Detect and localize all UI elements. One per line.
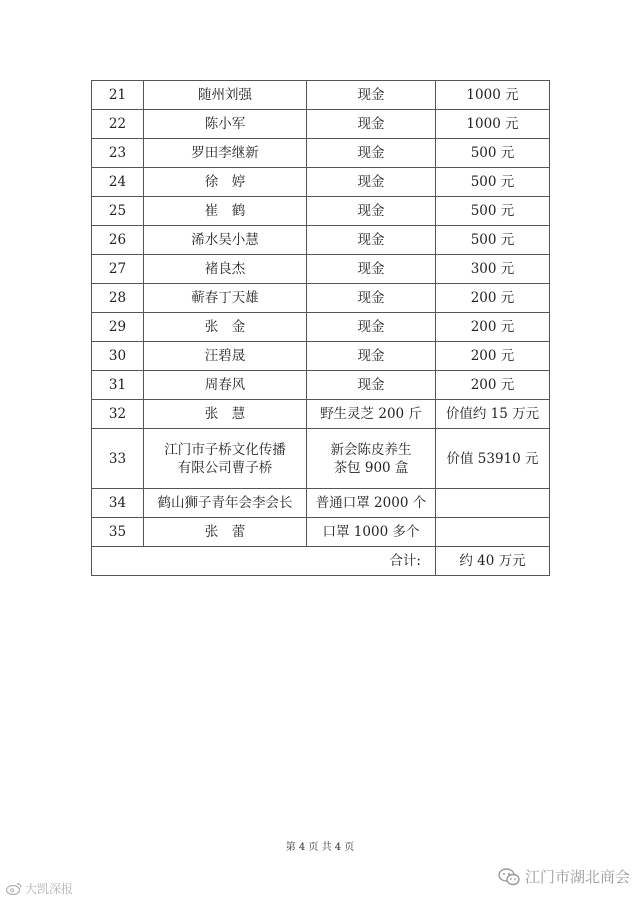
donation-amount — [436, 489, 550, 518]
total-value: 约 40 万元 — [436, 547, 550, 576]
donation-type — [307, 429, 436, 489]
row-number: 29 — [92, 313, 144, 342]
donation-type: 现金 — [307, 81, 436, 110]
table-row — [92, 313, 550, 342]
row-number: 28 — [92, 284, 144, 313]
table-row — [92, 489, 550, 518]
donation-amount: 500 元 — [436, 197, 550, 226]
row-number: 25 — [92, 197, 144, 226]
donation-table — [91, 80, 550, 576]
donation-amount — [436, 518, 550, 547]
donation-type: 现金 — [307, 255, 436, 284]
table-row — [92, 168, 550, 197]
donation-amount: 500 元 — [436, 139, 550, 168]
row-number: 31 — [92, 371, 144, 400]
donor-name: 张 蕾 — [144, 518, 307, 547]
donation-type-line: 新会陈皮养生 — [330, 441, 412, 458]
donation-type: 现金 — [307, 110, 436, 139]
donor-name: 陈小军 — [144, 110, 307, 139]
table-row — [92, 197, 550, 226]
donor-name-line: 江门市子桥文化传播 — [164, 441, 286, 458]
donor-name: 张 金 — [144, 313, 307, 342]
table-row — [92, 371, 550, 400]
table-row — [92, 342, 550, 371]
donation-amount: 500 元 — [436, 226, 550, 255]
donor-name: 浠水吴小慧 — [144, 226, 307, 255]
donor-name: 汪碧晟 — [144, 342, 307, 371]
weibo-icon — [6, 882, 22, 895]
total-label: 合计: — [92, 547, 436, 576]
donor-name-line: 有限公司曹子桥 — [177, 459, 273, 476]
donation-type: 现金 — [307, 197, 436, 226]
donor-name: 随州刘强 — [144, 81, 307, 110]
row-number: 30 — [92, 342, 144, 371]
table-row — [92, 139, 550, 168]
donation-type: 野生灵芝 200 斤 — [307, 400, 436, 429]
donation-amount: 200 元 — [436, 313, 550, 342]
page-footer — [0, 838, 640, 853]
donation-amount: 200 元 — [436, 371, 550, 400]
total-row — [92, 547, 550, 576]
donor-name: 罗田李继新 — [144, 139, 307, 168]
donation-type: 普通口罩 2000 个 — [307, 489, 436, 518]
donation-amount: 500 元 — [436, 168, 550, 197]
table-row — [92, 81, 550, 110]
table-row — [92, 110, 550, 139]
donor-name: 徐 婷 — [144, 168, 307, 197]
donation-type: 现金 — [307, 226, 436, 255]
table-row — [92, 429, 550, 489]
table-row — [92, 400, 550, 429]
watermark-right — [498, 866, 630, 887]
table-row — [92, 518, 550, 547]
donation-type: 现金 — [307, 313, 436, 342]
page-number: 第 4 页 共 4 页 — [285, 842, 355, 853]
wechat-icon — [498, 868, 520, 886]
table-row — [92, 226, 550, 255]
donation-amount: 1000 元 — [436, 110, 550, 139]
donation-type-line: 茶包 900 盒 — [333, 459, 409, 476]
watermark-left — [6, 880, 73, 897]
donation-amount: 200 元 — [436, 284, 550, 313]
donation-type: 现金 — [307, 139, 436, 168]
row-number: 21 — [92, 81, 144, 110]
donor-name: 鹤山狮子青年会李会长 — [144, 489, 307, 518]
donor-name: 褚良杰 — [144, 255, 307, 284]
donation-amount: 价值 53910 元 — [436, 429, 550, 489]
row-number: 24 — [92, 168, 144, 197]
donor-name: 周春风 — [144, 371, 307, 400]
row-number: 23 — [92, 139, 144, 168]
row-number: 22 — [92, 110, 144, 139]
watermark-left-text: 大凯深报 — [25, 882, 74, 896]
donor-name — [144, 429, 307, 489]
donation-type: 现金 — [307, 342, 436, 371]
table-row — [92, 284, 550, 313]
donation-type: 现金 — [307, 168, 436, 197]
donation-amount: 200 元 — [436, 342, 550, 371]
donor-name: 张 慧 — [144, 400, 307, 429]
donation-amount: 1000 元 — [436, 81, 550, 110]
row-number: 35 — [92, 518, 144, 547]
donation-type: 现金 — [307, 371, 436, 400]
donation-type: 现金 — [307, 284, 436, 313]
donation-amount: 300 元 — [436, 255, 550, 284]
donor-name: 蕲春丁天雄 — [144, 284, 307, 313]
donation-amount: 价值约 15 万元 — [436, 400, 550, 429]
row-number: 32 — [92, 400, 144, 429]
row-number: 34 — [92, 489, 144, 518]
row-number: 27 — [92, 255, 144, 284]
row-number: 33 — [92, 429, 144, 489]
donation-type: 口罩 1000 多个 — [307, 518, 436, 547]
table-row — [92, 255, 550, 284]
donor-name: 崔 鹤 — [144, 197, 307, 226]
watermark-right-text: 江门市湖北商会 — [524, 868, 630, 886]
row-number: 26 — [92, 226, 144, 255]
